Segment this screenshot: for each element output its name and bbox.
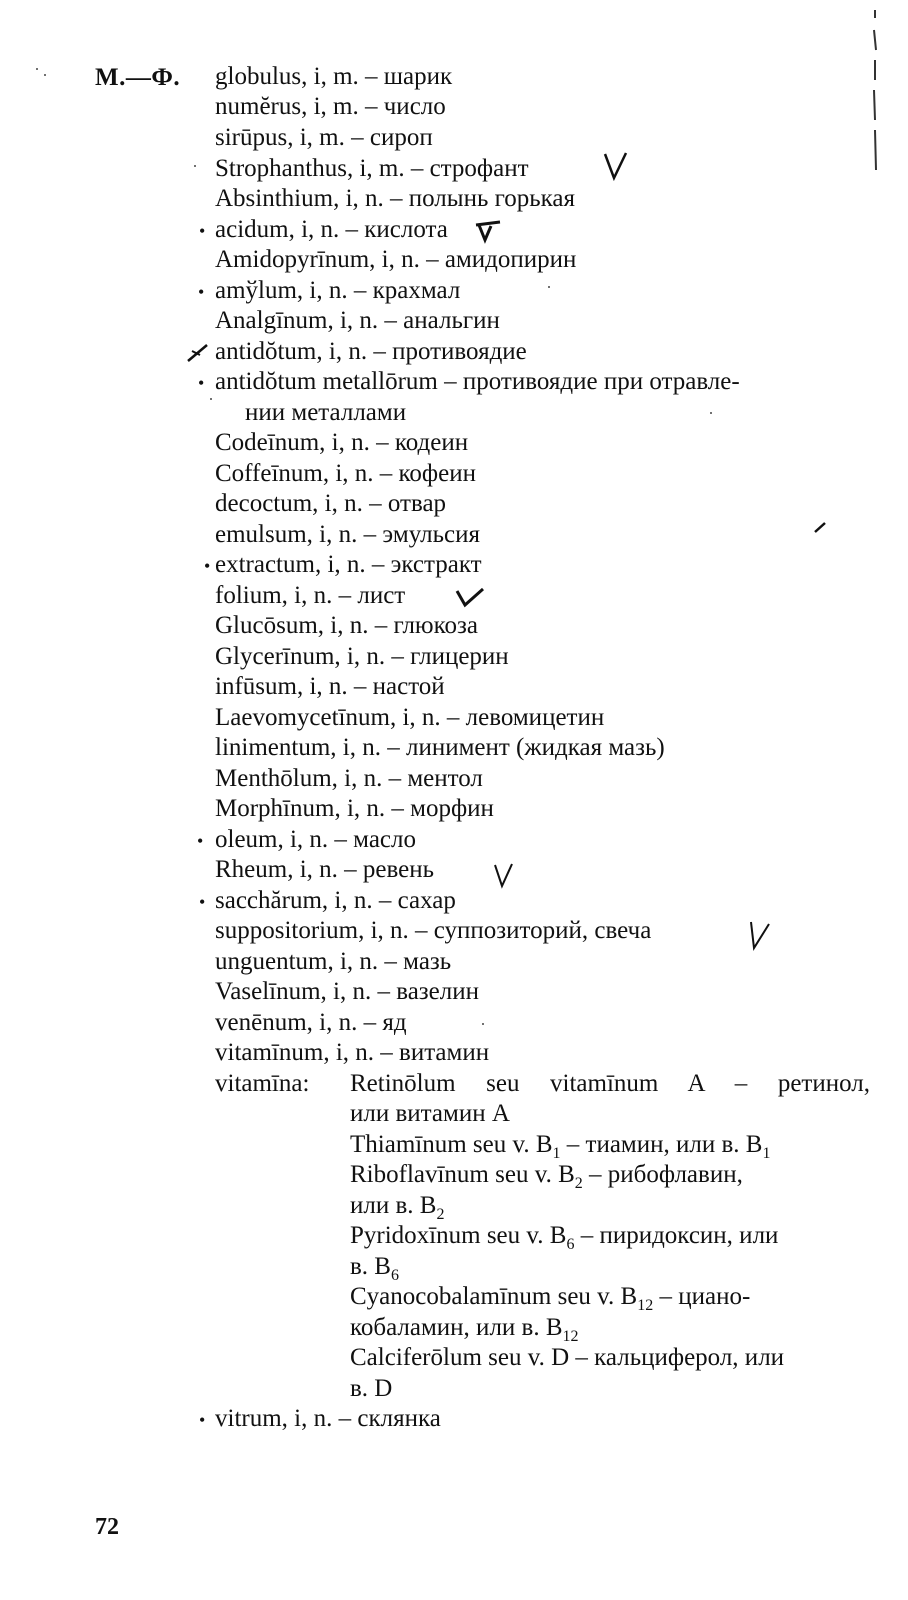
entry-analginum: Analgīnum, i, n. – анальгин [215, 307, 500, 334]
vitamin-cyanocobalamin-continued: кобаламин, или в. $B_{12}$ [350, 1314, 579, 1345]
entry-glycerinum: Glycerīnum, i, n. – глицерин [215, 643, 509, 670]
entry-rheum: Rheum, i, n. – ревень [215, 856, 435, 883]
bullet-mark: • [199, 1410, 206, 1430]
check-mark [455, 585, 485, 609]
vitamin-retinol-continued: или витамин A [350, 1100, 510, 1127]
scan-edge-artifact [872, 10, 878, 180]
entry-sirupus: sirūpus, i, m. – сироп [215, 124, 433, 151]
entry-linimentum: linimentum, i, n. – линимент (жидкая мазь) [215, 734, 665, 761]
entry-vitaminum: vitamīnum, i, n. – витамин [215, 1039, 490, 1066]
entry-mentholum: Menthōlum, i, n. – ментол [215, 765, 483, 792]
check-mark [748, 918, 772, 952]
scan-speck [482, 1023, 484, 1025]
entry-vaselinum: Vaselīnum, i, n. – вазелин [215, 978, 480, 1005]
entry-decoctum: decoctum, i, n. – отвар [215, 490, 447, 517]
entry-globulus: globulus, i, m. – шарик [215, 63, 453, 90]
entry-coffeinum: Coffeīnum, i, n. – кофеин [215, 460, 476, 487]
vitamin-riboflavin: Riboflavīnum seu v. $B_2$ – рибофлавин, [350, 1161, 743, 1192]
entry-numerus: numĕrus, i, m. – число [215, 93, 446, 120]
vitamina-label: vitamīna: [215, 1070, 310, 1097]
entry-folium: folium, i, n. – лист [215, 582, 406, 609]
entry-glucosum: Glucōsum, i, n. – глюкоза [215, 612, 478, 639]
bullet-mark: • [199, 892, 206, 912]
entry-extractum: extractum, i, n. – экстракт [215, 551, 482, 578]
entry-amidopyrinum: Amidopyrīnum, i, n. – амидопирин [215, 246, 577, 273]
entry-emulsum: emulsum, i, n. – эмульсия [215, 521, 480, 548]
entry-morphinum: Morphīnum, i, n. – морфин [215, 795, 494, 822]
entry-venenum: venēnum, i, n. – яд [215, 1009, 407, 1036]
vitamin-pyridoxine: Pyridoxīnum seu v. $B_6$ – пиридоксин, или [350, 1222, 779, 1253]
bullet-mark: • [198, 282, 205, 302]
entry-laevomycetinum: Laevomycetīnum, i, n. – левомицетин [215, 704, 605, 731]
scan-speck [36, 68, 38, 70]
bullet-mark: • [197, 831, 204, 851]
entry-infusum: infūsum, i, n. – настой [215, 673, 445, 700]
scan-speck [210, 398, 212, 400]
entry-absinthium: Absinthium, i, n. – полынь горькая [215, 185, 576, 212]
scan-speck [44, 74, 46, 76]
vitamin-pyridoxine-continued: в. $B_6$ [350, 1253, 399, 1284]
entry-suppositorium: suppositorium, i, n. – суппозиторий, свеча [215, 917, 652, 944]
vitamin-calciferol: Calciferōlum seu v. D – кальциферол, или [350, 1344, 785, 1371]
bullet-mark: • [204, 556, 211, 576]
vitamin-retinol: Retinōlum seu vitamīnum A – ретинол, [350, 1070, 870, 1097]
bullet-mark: • [198, 373, 205, 393]
vitamin-calciferol-continued: в. D [350, 1375, 393, 1402]
entry-strophanthus: Strophanthus, i, m. – строфант [215, 155, 529, 182]
entry-codeinum: Codeīnum, i, n. – кодеин [215, 429, 469, 456]
entry-vitrum: vitrum, i, n. – склянка [215, 1405, 441, 1432]
scan-speck [548, 286, 550, 288]
check-mark [473, 220, 503, 244]
vitamin-cyanocobalamin: Cyanocobalamīnum seu v. $B_{12}$ – циано- [350, 1283, 751, 1314]
page-number: 72 [95, 1514, 119, 1540]
entry-amylum: amўlum, i, n. – крахмал [215, 277, 461, 304]
scan-speck [710, 412, 712, 414]
entry-antidotum-metallorum: antidŏtum metallōrum – противоядие при отравле- [215, 368, 740, 395]
entry-acidum: acidum, i, n. – кислота [215, 216, 448, 243]
bullet-mark: • [199, 221, 206, 241]
check-mark [603, 150, 629, 182]
vitamin-thiamine: Thiamīnum seu v. $B_1$ – тиамин, или в. $B_1$ [350, 1131, 771, 1162]
entry-antidotum: antidŏtum, i, n. – противоядие [215, 338, 527, 365]
pen-slash-mark [185, 342, 211, 364]
entry-unguentum: unguentum, i, n. – мазь [215, 948, 452, 975]
entry-antidotum-metallorum-continued: нии металлами [245, 399, 407, 426]
section-label: М.—Ф. [95, 64, 181, 91]
entry-saccharum: sacchărum, i, n. – сахар [215, 887, 456, 914]
check-mark [493, 860, 515, 890]
entry-oleum: oleum, i, n. – масло [215, 826, 417, 853]
scan-speck [194, 165, 196, 167]
vitamin-riboflavin-continued: или в. $B_2$ [350, 1192, 445, 1223]
pen-dash-mark [813, 520, 827, 534]
